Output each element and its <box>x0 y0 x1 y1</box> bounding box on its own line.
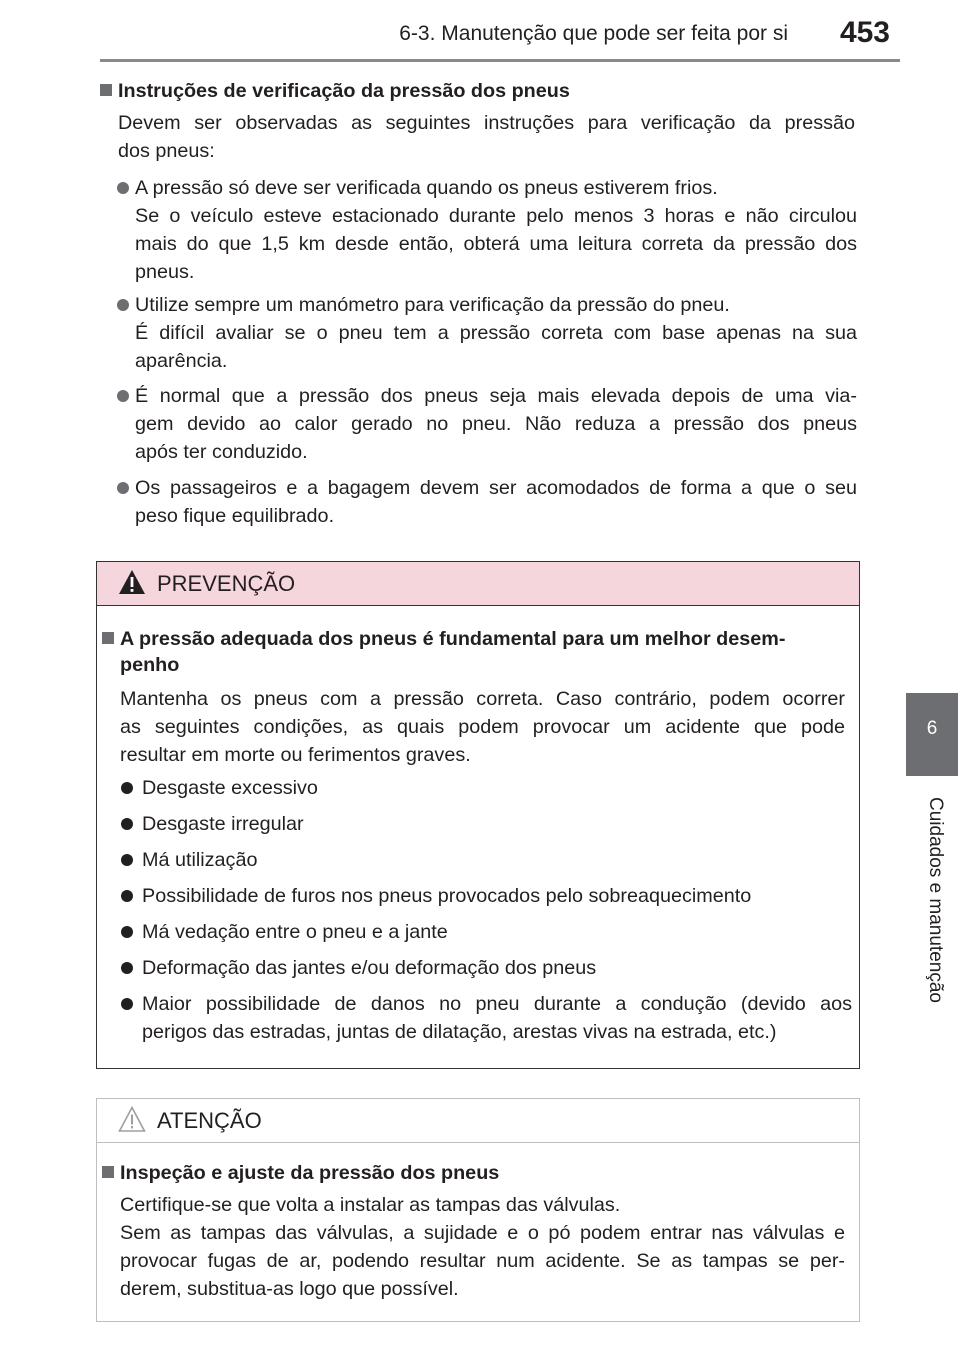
notice-line-1: Certifique-se que volta a instalar as tampas das válvulas. <box>120 1194 621 1216</box>
bullet-dot-icon <box>117 299 129 311</box>
notice-box <box>96 1098 860 1322</box>
bullet-dot-icon <box>121 998 133 1010</box>
bullet-dot-icon <box>121 926 133 938</box>
square-bullet-icon <box>102 1166 114 1178</box>
notice-header <box>97 1099 859 1143</box>
notice-title: ATENÇÃO <box>157 1108 262 1133</box>
warning-box <box>96 561 860 1069</box>
bullet-2-line-2: É difícil avaliar se o pneu tem a pressão correta com base apenas na sua <box>135 322 857 344</box>
warning-item: Possibilidade de furos nos pneus provocados pelo sobreaquecimento <box>142 885 752 907</box>
intro-line-2: dos pneus: <box>118 140 215 162</box>
bullet-dot-icon <box>121 962 133 974</box>
bullet-dot-icon <box>117 482 129 494</box>
warning-para-line-2: as seguintes condições, as quais podem provocar um acidente que pode <box>120 716 845 738</box>
bullet-dot-icon <box>121 890 133 902</box>
notice-heading <box>102 1159 499 1187</box>
warning-heading-line-2: penho <box>120 654 180 676</box>
bullet-1-line-4: pneus. <box>135 261 195 283</box>
warning-title: PREVENÇÃO <box>157 571 296 596</box>
warning-last-item-line-1: Maior possibilidade de danos no pneu durante a condução (devido aos <box>142 993 852 1015</box>
warning-heading <box>102 625 785 653</box>
warning-last-item-line-2: perigos das estradas, juntas de dilatação, arestas vivas na estrada, etc.) <box>142 1021 777 1043</box>
section-heading-text: Instruções de verificação da pressão dos pneus <box>118 80 570 102</box>
warning-triangle-icon <box>117 568 147 596</box>
bullet-4-line-1: Os passageiros e a bagagem devem ser acomodados de forma a que o seu <box>135 477 857 499</box>
notice-line-2: Sem as tampas das válvulas, a sujidade e o pó podem entrar nas válvulas e <box>120 1222 845 1244</box>
warning-item: Má vedação entre o pneu e a jante <box>142 921 448 943</box>
bullet-dot-icon <box>117 182 129 194</box>
bullet-dot-icon <box>117 390 129 402</box>
bullet-1-line-2: Se o veículo esteve estacionado durante pelo menos 3 horas e não circulou <box>135 205 857 227</box>
bullet-2-line-3: aparência. <box>135 350 228 372</box>
bullet-3-line-2: gem devido ao calor gerado no pneu. Não reduza a pressão dos pneus <box>135 413 857 435</box>
bullet-3-line-1: É normal que a pressão dos pneus seja mais elevada depois de uma via- <box>135 385 857 407</box>
caution-triangle-icon <box>117 1105 147 1133</box>
bullet-4-line-2: peso fique equilibrado. <box>135 505 335 527</box>
bullet-3-line-3: após ter conduzido. <box>135 441 308 463</box>
square-bullet-icon <box>100 84 112 96</box>
bullet-dot-icon <box>121 818 133 830</box>
warning-heading-line-1: A pressão adequada dos pneus é fundamental para um melhor desem- <box>120 628 786 650</box>
warning-para-line-3: resultar em morte ou ferimentos graves. <box>120 744 471 766</box>
bullet-1-line-3: mais do que 1,5 km desde então, obterá uma leitura correta da pressão dos <box>135 233 857 255</box>
notice-line-3: provocar fugas de ar, podendo resultar num acidente. Se as tampas se per- <box>120 1250 845 1272</box>
page-number: 453 <box>839 16 890 49</box>
bullet-1-line-1: A pressão só deve ser verificada quando os pneus estiverem frios. <box>135 177 718 199</box>
section-heading <box>100 77 570 105</box>
bullet-dot-icon <box>121 782 133 794</box>
notice-heading-text: Inspeção e ajuste da pressão dos pneus <box>120 1162 500 1184</box>
square-bullet-icon <box>102 632 114 644</box>
intro-line-1: Devem ser observadas as seguintes instruções para verificação da pressão <box>118 112 855 134</box>
warning-item: Desgaste irregular <box>142 813 304 835</box>
header-divider <box>100 59 900 62</box>
notice-line-4: derem, substitua-as logo que possível. <box>120 1278 459 1300</box>
warning-item: Deformação das jantes e/ou deformação dos pneus <box>142 957 597 979</box>
chapter-number: 6 <box>926 718 938 739</box>
chapter-label: Cuidados e manutenção <box>925 797 946 1003</box>
section-header: 6-3. Manutenção que pode ser feita por si <box>399 22 788 45</box>
chapter-tab <box>906 693 958 776</box>
warning-para-line-1: Mantenha os pneus com a pressão correta. Caso contrário, podem ocorrer <box>120 688 845 710</box>
warning-item: Desgaste excessivo <box>142 777 318 799</box>
bullet-2-line-1: Utilize sempre um manómetro para verificação da pressão do pneu. <box>135 294 730 316</box>
warning-header <box>97 562 859 606</box>
bullet-dot-icon <box>121 854 133 866</box>
warning-item: Má utilização <box>142 849 258 871</box>
